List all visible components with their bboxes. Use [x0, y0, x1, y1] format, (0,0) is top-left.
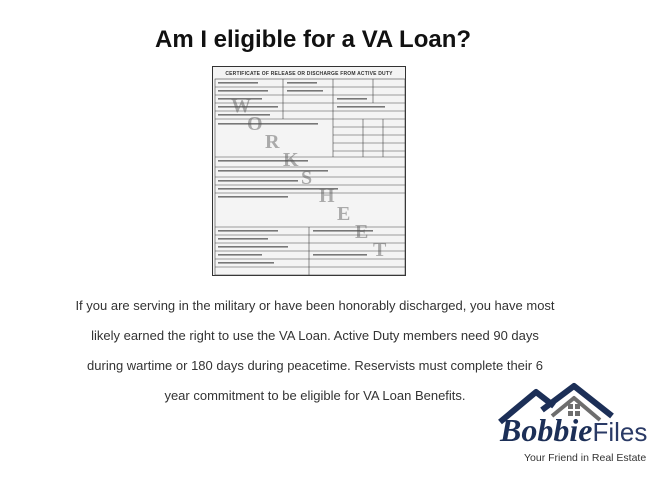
paragraph-line: If you are serving in the military or have been honorably discharged, you have most [75, 298, 555, 313]
form-heading: CERTIFICATE OF RELEASE OR DISCHARGE FROM ACTIVE DUTY [225, 71, 393, 77]
logo-name-files: Files [592, 417, 647, 447]
logo-tagline: Your Friend in Real Estate [524, 452, 647, 464]
paragraph-line: likely earned the right to use the VA Loan. Active Duty members need 90 days [91, 328, 539, 343]
watermark-letter: H [319, 185, 335, 207]
watermark-letter: K [283, 149, 299, 171]
page-title: Am I eligible for a VA Loan? [154, 26, 472, 53]
watermark-letter: W [231, 95, 251, 117]
logo-wordmark [500, 412, 647, 449]
paragraph-line: during wartime or 180 days during peacetime. Reservists must complete their 6 [87, 358, 543, 373]
watermark-letter: O [247, 113, 263, 135]
logo-name-bobbie: Bobbie [500, 412, 593, 448]
paragraph-line: year commitment to be eligible for VA Loan Benefits. [164, 388, 466, 403]
watermark-letter: T [373, 239, 387, 261]
watermark-letter: S [301, 167, 313, 189]
watermark-letter: R [265, 131, 280, 153]
watermark-letter: E [337, 203, 351, 225]
bobbie-files-logo [470, 380, 647, 470]
watermark-letter: E [355, 221, 369, 243]
dd214-form-image [212, 66, 406, 276]
